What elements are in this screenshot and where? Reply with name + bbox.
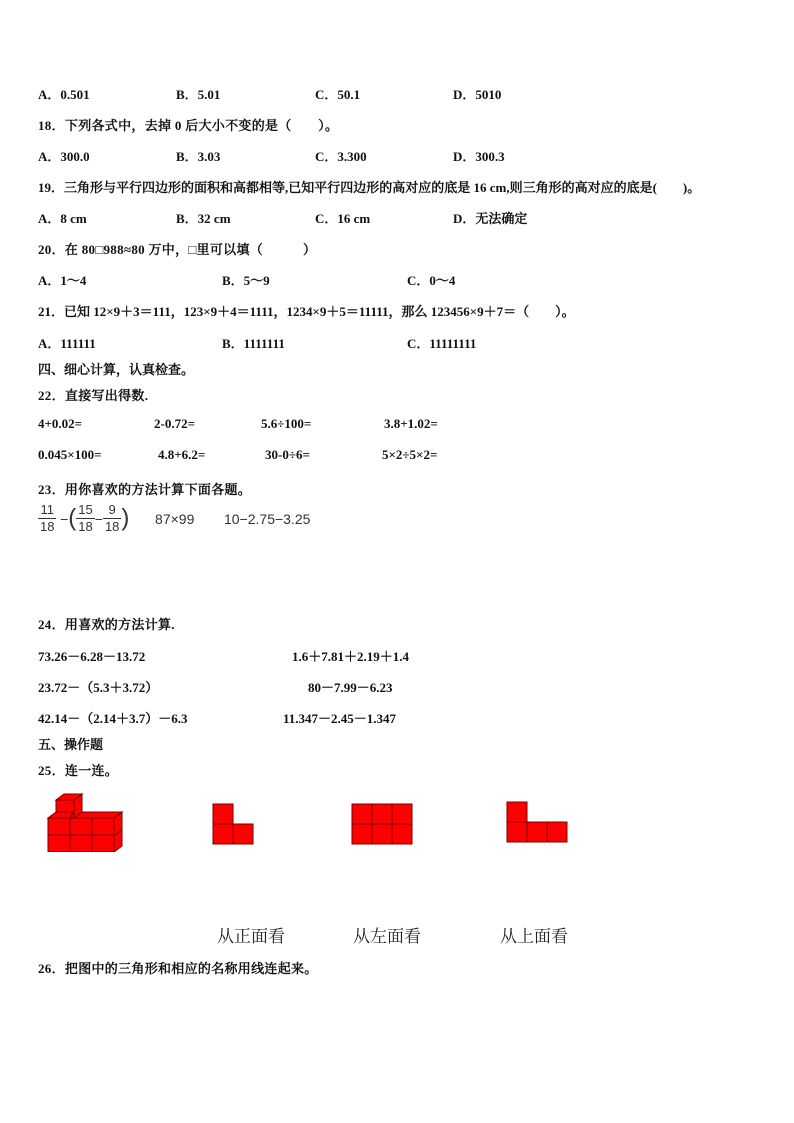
q21-stem: 21．已知 12×9＋3＝111，123×9＋4＝1111，1234×9＋5＝11111，那么 123456×9＋7＝（ ）。 (38, 304, 575, 319)
q26-stem: 26．把图中的三角形和相应的名称用线连起来。 (38, 961, 318, 976)
q20-option-a[interactable]: A．1～4 (38, 273, 87, 288)
q23-expressions (38, 502, 310, 535)
q25-stem: 25．连一连。 (38, 763, 119, 778)
q18-option-d[interactable]: D．300.3 (453, 149, 505, 164)
q17-option-d[interactable]: D．5010 (453, 87, 502, 102)
q23-close-paren: ) (121, 504, 130, 532)
q24-left-1: 73.26－6.28－13.72 (38, 649, 146, 664)
caption-top-view: 从上面看 (500, 927, 568, 947)
q22-r1-c2: 2-0.72= (154, 416, 195, 431)
q24-stem: 24．用喜欢的方法计算. (38, 617, 175, 632)
q21-option-a[interactable]: A．111111 (38, 336, 96, 351)
q21-option-c[interactable]: C．11111111 (407, 336, 477, 351)
q20-option-c[interactable]: C．0～4 (407, 273, 456, 288)
q23-fraction-3: $\frac{9}{18}$ (104, 502, 120, 534)
q18-option-c[interactable]: C．3.300 (315, 149, 367, 164)
caption-left-view: 从左面看 (353, 927, 421, 947)
q17-option-c[interactable]: C．50.1 (315, 87, 361, 102)
q23-minus-2: − (94, 510, 103, 527)
q24-right-3: 11.347－2.45－1.347 (283, 711, 397, 726)
q22-r1-c4: 3.8+1.02= (384, 416, 438, 431)
q18-option-b[interactable]: B．3.03 (176, 149, 221, 164)
q18-stem: 18．下列各式中，去掉 0 后大小不变的是（ ）。 (38, 118, 339, 133)
q22-r1-c3: 5.6÷100= (261, 416, 312, 431)
q24-left-3: 42.14－（2.14＋3.7）－6.3 (38, 711, 188, 726)
q18-option-a[interactable]: A．300.0 (38, 149, 90, 164)
view-shape-3 (506, 801, 568, 843)
q24-left-2: 23.72－（5.3＋3.72） (38, 680, 159, 695)
view-shape-2 (351, 803, 413, 845)
q22-r2-c1: 0.045×100= (38, 447, 102, 462)
q19-stem: 19．三角形与平行四边形的面积和高都相等,已知平行四边形的高对应的底是 16 cm,则三角形的高对应的底是( )。 (38, 180, 701, 195)
q19-option-b[interactable]: B．32 cm (176, 211, 231, 226)
q22-r1-c1: 4+0.02= (38, 416, 83, 431)
q19-option-c[interactable]: C．16 cm (315, 211, 371, 226)
section-4-title: 四、细心计算，认真检查。 (38, 362, 195, 377)
q22-stem: 22．直接写出得数. (38, 388, 149, 403)
caption-front-view: 从正面看 (217, 927, 285, 947)
cube-stack-figure (44, 790, 126, 852)
q24-right-1: 1.6＋7.81＋2.19＋1.4 (292, 649, 410, 664)
q17-option-a[interactable]: A．0.501 (38, 87, 90, 102)
q19-option-a[interactable]: A．8 cm (38, 211, 87, 226)
q23-fraction-2: $\frac{15}{18}$ (78, 502, 93, 534)
q22-r2-c4: 5×2÷5×2= (382, 447, 438, 462)
section-5-title: 五、操作题 (38, 737, 104, 752)
q24-right-2: 80－7.99－6.23 (308, 680, 393, 695)
q17-option-b[interactable]: B．5.01 (176, 87, 221, 102)
q23-stem: 23．用你喜欢的方法计算下面各题。 (38, 482, 252, 497)
q21-option-b[interactable]: B．1111111 (222, 336, 285, 351)
q23-minus: − (60, 510, 69, 527)
q23-expr-2: 87×99 (155, 510, 195, 527)
q23-expr-3: 10−2.75−3.25 (223, 510, 311, 527)
q20-stem: 20．在 80□988≈80 万中，□里可以填（ ） (38, 242, 317, 257)
q19-option-d[interactable]: D．无法确定 (453, 211, 528, 226)
q22-r2-c2: 4.8+6.2= (158, 447, 206, 462)
view-shape-1 (212, 803, 256, 845)
q23-fraction-1: $\frac{11}{18}$ (40, 502, 55, 534)
q20-option-b[interactable]: B．5～9 (222, 273, 270, 288)
q22-r2-c3: 30-0÷6= (265, 447, 310, 462)
q23-open-paren: ( (68, 504, 77, 532)
